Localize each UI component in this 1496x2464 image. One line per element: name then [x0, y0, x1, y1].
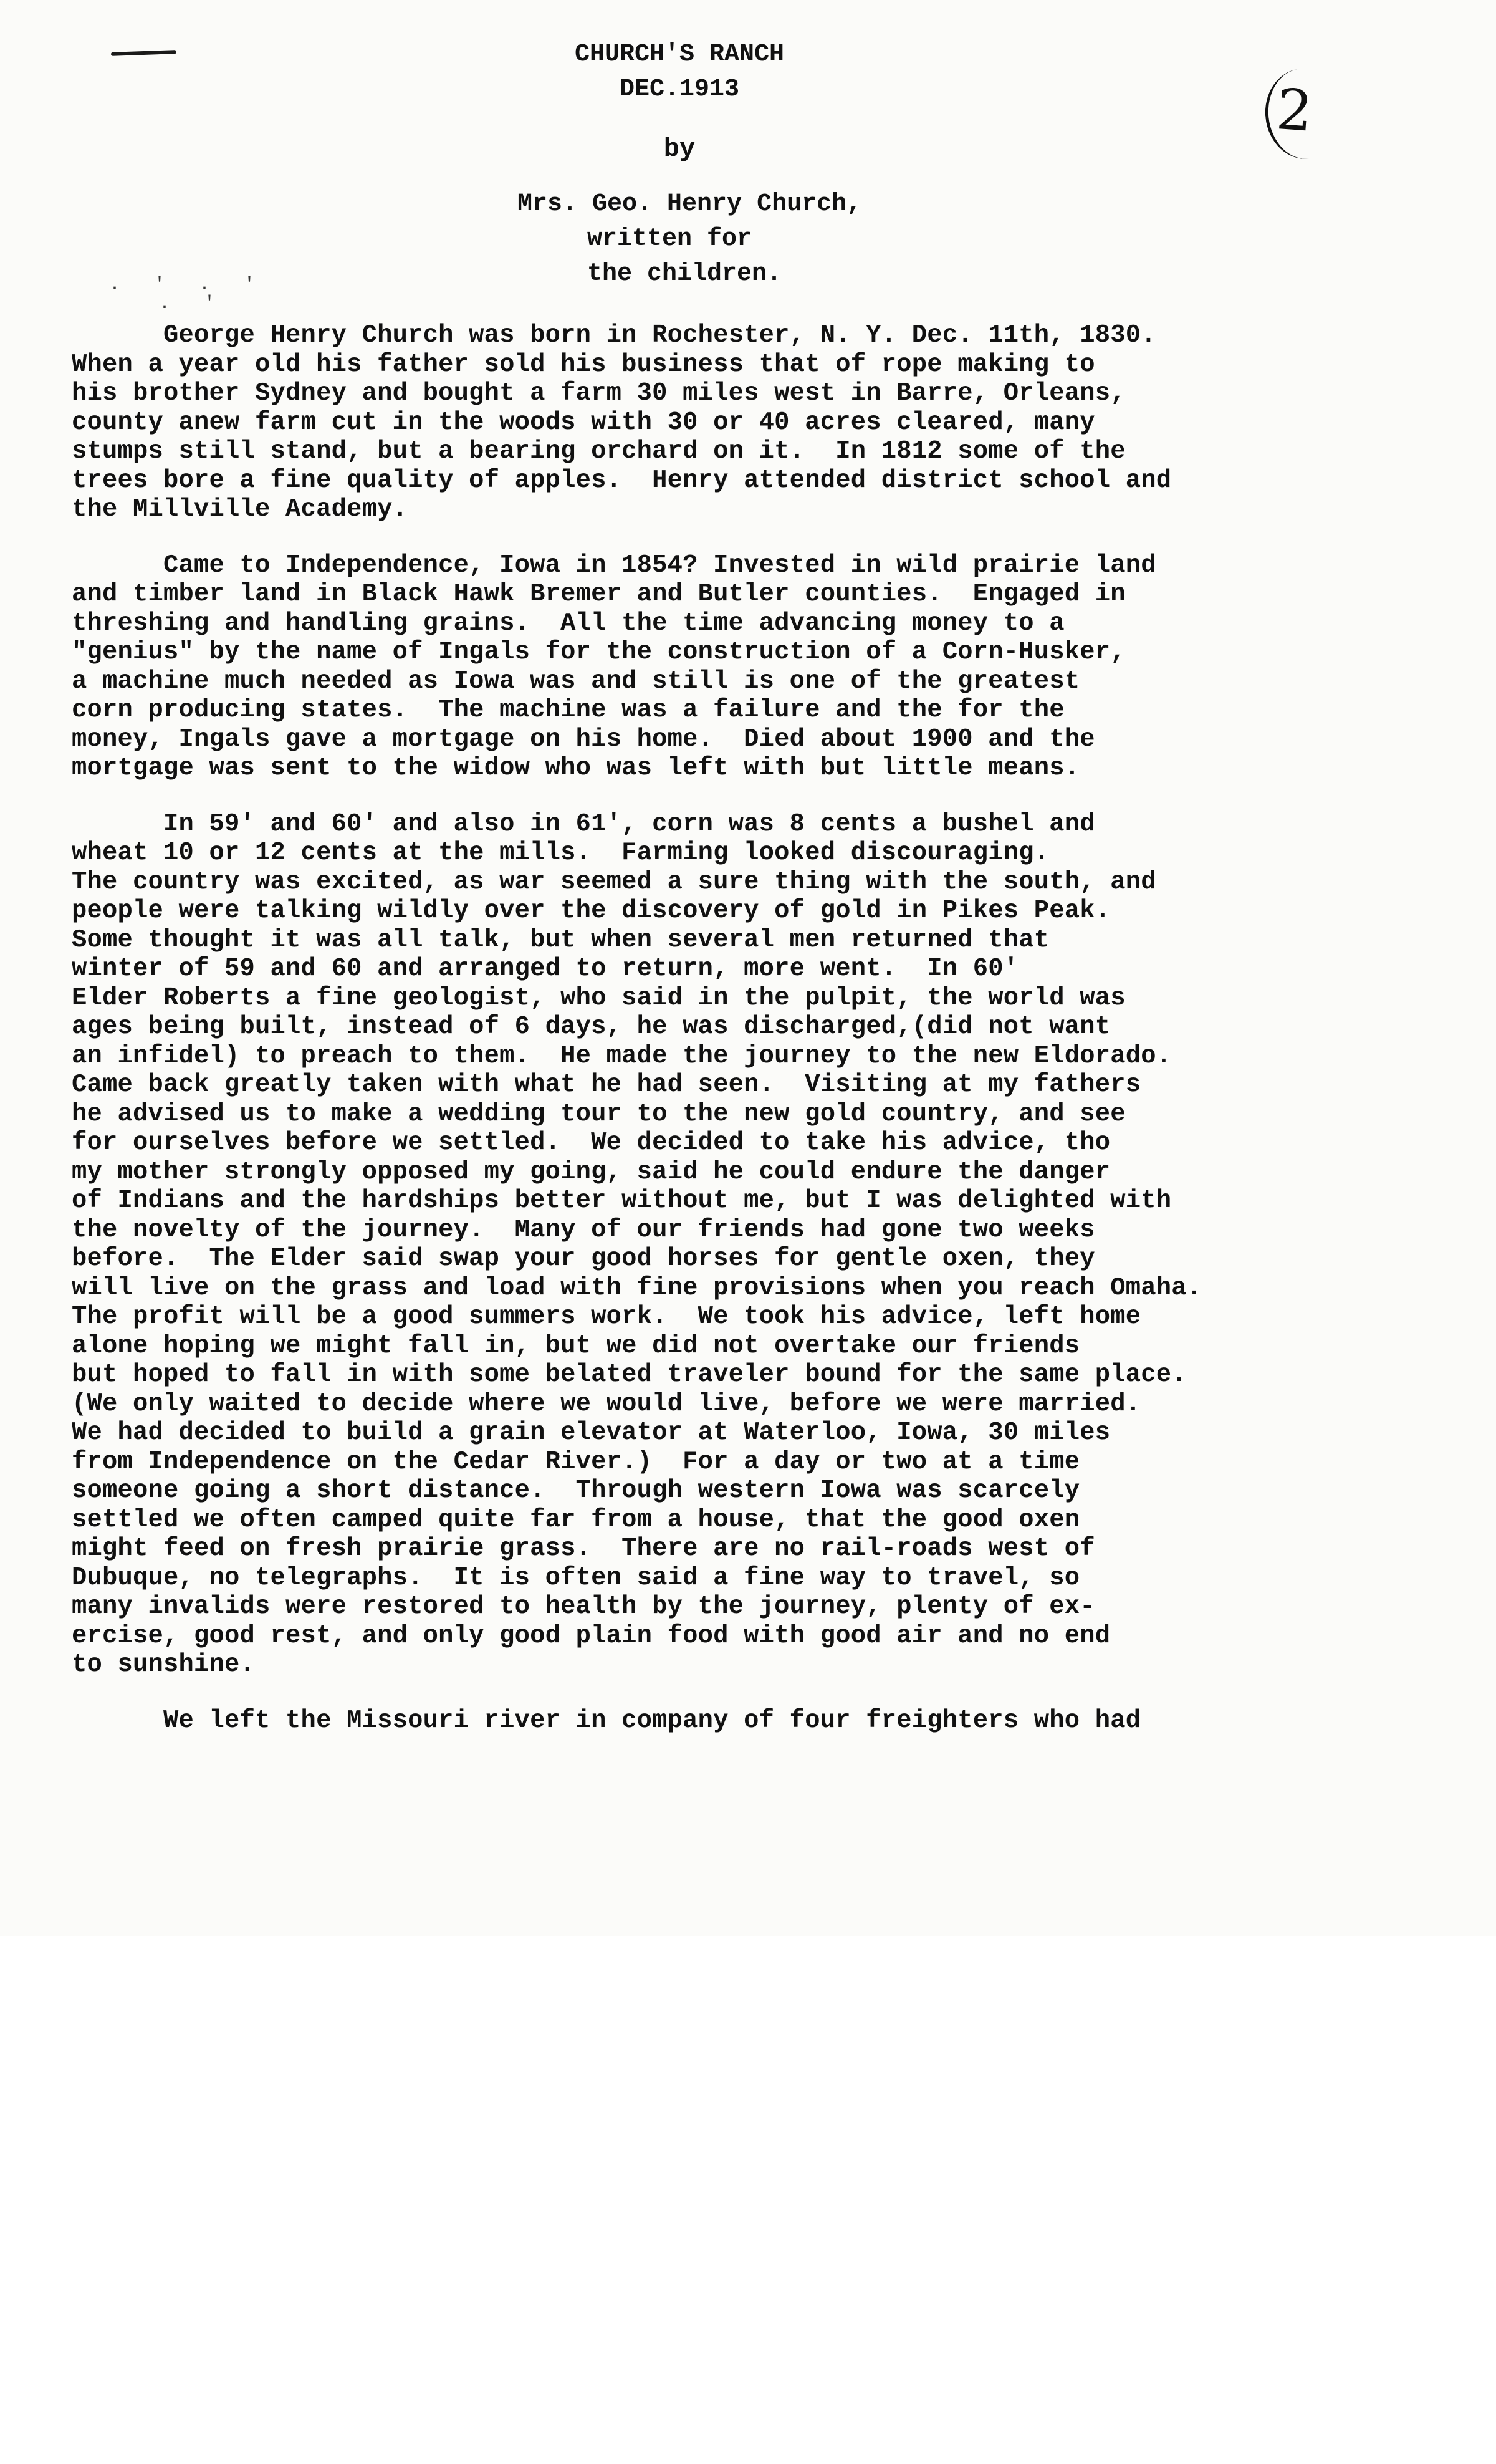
- text-line: my mother strongly opposed my going, said he could endure the danger: [72, 1157, 1111, 1186]
- text-line: a machine much needed as Iowa was and still is one of the greatest: [72, 667, 1080, 696]
- text-line: ages being built, instead of 6 days, he was discharged,(did not want: [72, 1013, 1111, 1041]
- text-line: an infidel) to preach to them. He made the journey to the new Eldorado.: [72, 1041, 1172, 1071]
- text-line: someone going a short distance. Through western Iowa was scarcely: [72, 1476, 1080, 1505]
- audience: the children.: [587, 260, 782, 288]
- text-line: We had decided to build a grain elevator at Waterloo, Iowa, 30 miles: [72, 1418, 1111, 1447]
- scan-margin: [0, 1936, 1496, 2464]
- text-line: winter of 59 and 60 and arranged to return, more went. In 60': [72, 955, 1019, 983]
- document-date: DEC.1913: [619, 75, 740, 103]
- byline-author-block: [517, 187, 861, 292]
- text-line: The country was excited, as war seemed a sure thing with the south, and: [72, 867, 1156, 897]
- text-line: settled we often camped quite far from a house, that the good oxen: [72, 1505, 1080, 1534]
- text-line: "genius" by the name of Ingals for the construction of a Corn-Husker,: [72, 638, 1126, 667]
- text-line: Some thought it was all talk, but when several men returned that: [72, 925, 1050, 955]
- text-line: the novelty of the journey. Many of our friends had gone two weeks: [72, 1215, 1095, 1244]
- text-line: wheat 10 or 12 cents at the mills. Farming looked discouraging.: [72, 839, 1050, 867]
- text-line: for ourselves before we settled. We decided to take his advice, tho: [72, 1129, 1111, 1157]
- text-line: Elder Roberts a fine geologist, who said in the pulpit, the world was: [72, 983, 1126, 1013]
- text-line: to sunshine.: [72, 1650, 256, 1679]
- text-line: his brother Sydney and bought a farm 30 miles west in Barre, Orleans,: [72, 379, 1126, 408]
- text-line: When a year old his father sold his business that of rope making to: [72, 350, 1095, 379]
- text-line: from Independence on the Cedar River.) For a day or two at a time: [72, 1447, 1080, 1476]
- author-name: Mrs. Geo. Henry Church,: [517, 190, 862, 218]
- paragraph: [72, 551, 1431, 783]
- text-line: will live on the grass and load with fine provisions when you reach Omaha.: [72, 1273, 1202, 1302]
- text-line: and timber land in Black Hawk Bremer and Butler counties. Engaged in: [72, 580, 1126, 609]
- document-header: [0, 37, 1359, 107]
- page-number: 2: [1274, 77, 1315, 145]
- text-line: corn producing states. The machine was a failure and the for the: [72, 696, 1065, 724]
- text-line: the Millville Academy.: [72, 495, 408, 524]
- text-line: trees bore a fine quality of apples. Henry attended district school and: [72, 466, 1172, 495]
- document-title: CHURCH'S RANCH: [574, 41, 785, 69]
- text-line: threshing and handling grains. All the time advancing money to a: [72, 609, 1065, 638]
- text-line: We left the Missouri river in company of four freighters who had: [72, 1706, 1141, 1735]
- paragraph: [72, 810, 1431, 1680]
- text-line: before. The Elder said swap your good horses for gentle oxen, they: [72, 1244, 1095, 1273]
- text-line: people were talking wildly over the discovery of gold in Pikes Peak.: [72, 897, 1111, 925]
- text-line: Came to Independence, Iowa in 1854? Invested in wild prairie land: [72, 551, 1156, 580]
- text-line: mortgage was sent to the widow who was left with but little means.: [72, 754, 1080, 782]
- text-line: money, Ingals gave a mortgage on his home. Died about 1900 and the: [72, 724, 1095, 754]
- text-line: Dubuque, no telegraphs. It is often said a fine way to travel, so: [72, 1563, 1080, 1592]
- text-line: of Indians and the hardships better without me, but I was delighted with: [72, 1186, 1172, 1215]
- smudge-dots: . ' . ': [109, 274, 267, 296]
- text-line: The profit will be a good summers work. We took his advice, left home: [72, 1302, 1141, 1331]
- document-body: [72, 321, 1431, 1762]
- text-line: county anew farm cut in the woods with 30 or 40 acres cleared, many: [72, 408, 1095, 437]
- text-line: but hoped to fall in with some belated traveler bound for the same place.: [72, 1360, 1187, 1389]
- byline-by: by: [663, 134, 696, 164]
- text-line: alone hoping we might fall in, but we did not overtake our friends: [72, 1331, 1080, 1360]
- text-line: stumps still stand, but a bearing orchard on it. In 1812 some of the: [72, 437, 1126, 466]
- text-line: Came back greatly taken with what he had seen. Visiting at my fathers: [72, 1071, 1141, 1099]
- paragraph: [72, 321, 1431, 524]
- written-for: written for: [587, 225, 752, 253]
- paragraph: [72, 1706, 1431, 1736]
- text-line: he advised us to make a wedding tour to the new gold country, and see: [72, 1099, 1126, 1129]
- smudge-dots: . ': [159, 293, 227, 314]
- text-line: many invalids were restored to health by the journey, plenty of ex-: [72, 1592, 1095, 1621]
- text-line: In 59' and 60' and also in 61', corn was 8 cents a bushel and: [72, 809, 1095, 839]
- text-line: might feed on fresh prairie grass. There are no rail-roads west of: [72, 1534, 1095, 1563]
- text-line: George Henry Church was born in Rochester, N. Y. Dec. 11th, 1830.: [72, 321, 1156, 350]
- text-line: ercise, good rest, and only good plain food with good air and no end: [72, 1621, 1111, 1650]
- text-line: (We only waited to decide where we would live, before we were married.: [72, 1389, 1141, 1418]
